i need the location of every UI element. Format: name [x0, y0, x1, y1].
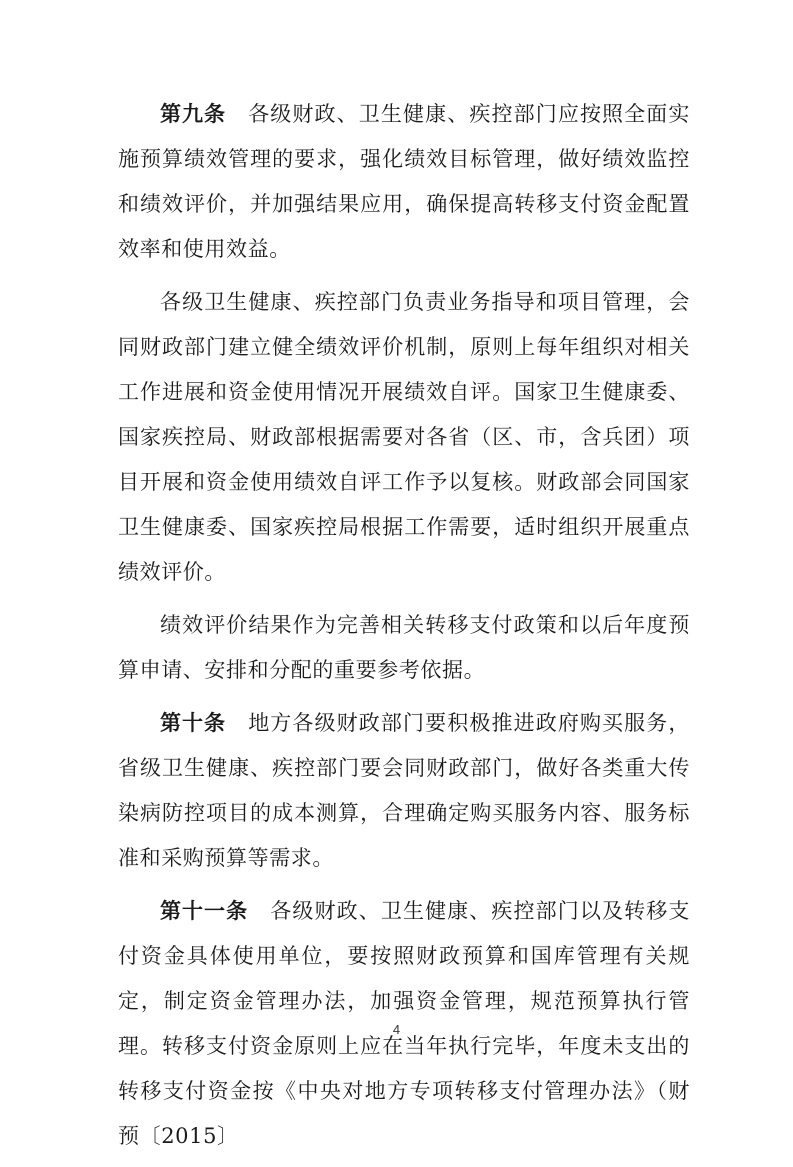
paragraph-performance-evaluation [118, 280, 690, 595]
body-text [118, 92, 690, 1167]
paragraph-text: 各级卫生健康、疾控部门负责业务指导和项目管理，会同财政部门建立健全绩效评价机制，原则上每年组织对相关工作进展和资金使用情况开展绩效自评。国家卫生健康委、国家疾控局、财政部根据需要对各省（区、市，含兵团）项目开展和资金使用绩效自评工作予以复核。财政部会同国家卫生健康委、国家疾控局根据工作需要，适时组织开展重点绩效评价。 [118, 290, 690, 584]
paragraph-article-10 [118, 701, 690, 881]
paragraph-text: 绩效评价结果作为完善相关转移支付政策和以后年度预算申请、安排和分配的重要参考依据。 [118, 613, 690, 682]
article-heading: 第十一条 [160, 899, 249, 923]
paragraph-text: 各级财政、卫生健康、疾控部门以及转移支付资金具体使用单位，要按照财政预算和国库管理有关规定，制定资金管理办法，加强资金管理，规范预算执行管理。转移支付资金原则上应在当年执行完毕，年度未支出的转移支付资金按《中央对地方专项转移支付管理办法》（财预〔2015〕 [118, 899, 690, 1148]
paragraph-evaluation-results [118, 603, 690, 693]
page-number: 4 [392, 1022, 401, 1037]
article-heading: 第十条 [160, 711, 227, 735]
paragraph-text: 地方各级财政部门要积极推进政府购买服务，省级卫生健康、疾控部门要会同财政部门，做好各类重大传染病防控项目的成本测算，合理确定购买服务内容、服务标准和采购预算等需求。 [118, 711, 691, 870]
paragraph-text: 各级财政、卫生健康、疾控部门应按照全面实施预算绩效管理的要求，强化绩效目标管理，做好绩效监控和绩效评价，并加强结果应用，确保提高转移支付资金配置效率和使用效益。 [118, 102, 691, 261]
paragraph-article-9 [118, 92, 690, 272]
article-heading: 第九条 [160, 102, 227, 126]
